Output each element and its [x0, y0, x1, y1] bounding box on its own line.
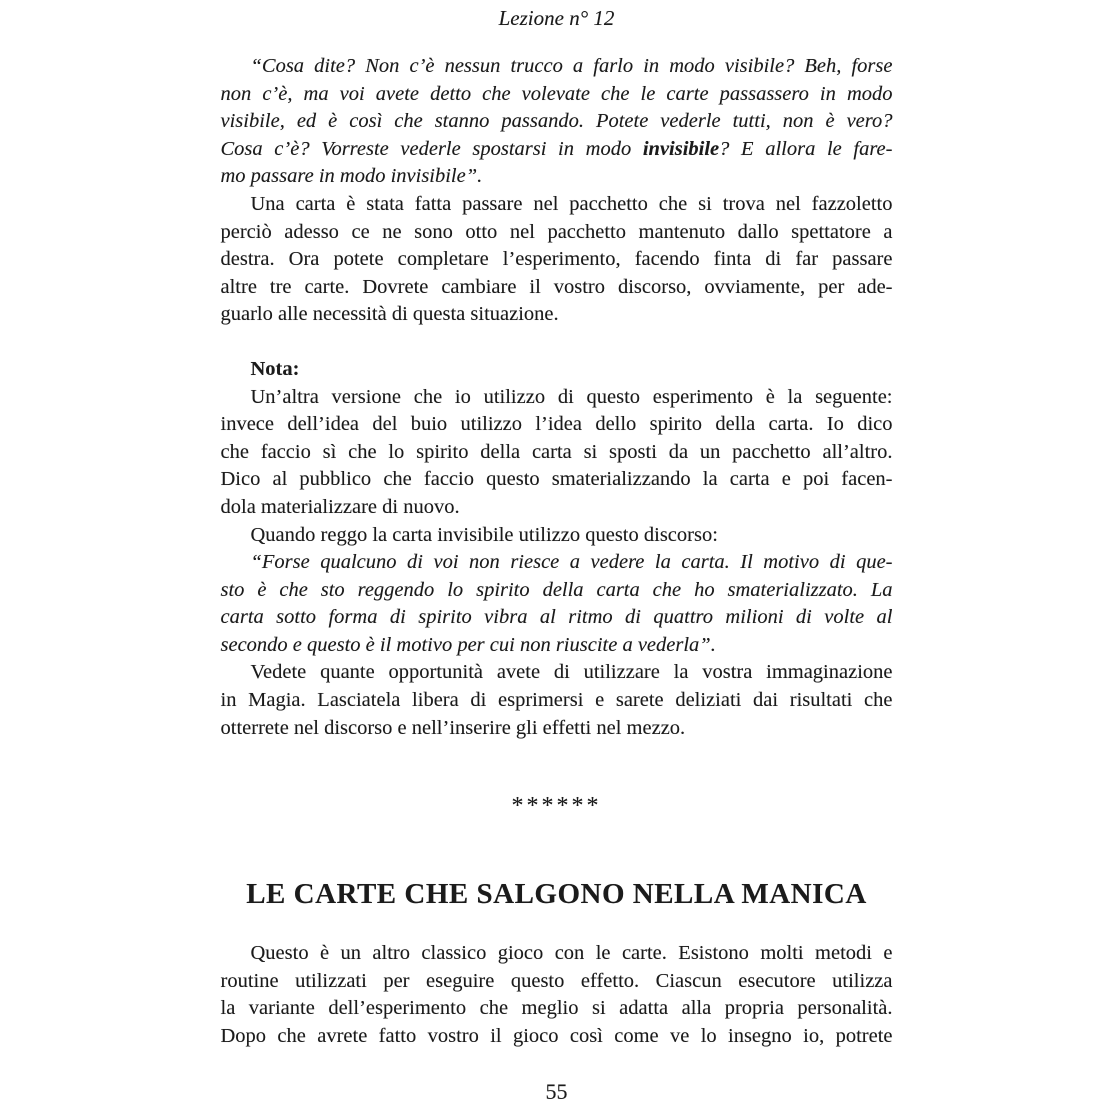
text-line: sto è che sto reggendo lo spirito della carta che ho smaterializzato. La: [220, 578, 893, 601]
text-line: “Cosa dite? Non c’è nessun trucco a farlo in modo visibile? Beh, forse: [250, 55, 893, 77]
text-line: secondo e questo è il motivo per cui non riuscite a vederla”.: [220, 633, 716, 656]
text-line: [221, 136, 893, 164]
text-line: la variante dell’esperimento che meglio si adatta alla propria personalità.: [220, 997, 893, 1020]
quoted-speech-paragraph-1: [221, 53, 893, 191]
text-line: destra. Ora potete completare l’esperimento, facendo finta di far passare: [220, 248, 893, 271]
bold-word: invisibile: [642, 137, 720, 160]
text-line: carta sotto forma di spirito vibra al ritmo di quattro milioni di volte al: [220, 606, 893, 629]
text-line: invece dell’idea del buio utilizzo l’idea dello spirito della carta. Io dico: [220, 413, 893, 436]
text-line: perciò adesso ce ne sono otto nel pacchetto mantenuto dallo spettatore a: [220, 220, 893, 243]
text-line: otterrete nel discorso e nell’inserire gli effetti nel mezzo.: [220, 716, 686, 739]
body-paragraph-3: Quando reggo la carta invisibile utilizzo questo discorso:: [250, 523, 718, 546]
text-line: che faccio sì che lo spirito della carta si sposti da un pacchetto all’altro.: [220, 440, 893, 463]
text-line: guarlo alle necessità di questa situazione.: [220, 303, 559, 326]
text-line: altre tre carte. Dovrete cambiare il vostro discorso, ovviamente, per ade-: [220, 275, 893, 298]
section-title: LE CARTE CHE SALGONO NELLA MANICA: [246, 878, 867, 911]
text-line: Un’altra versione che io utilizzo di questo esperimento è la seguente:: [250, 385, 893, 408]
body-paragraph-2: [221, 384, 893, 522]
text-segment: Cosa c’è? Vorreste vederle spostarsi in modo: [220, 137, 643, 160]
body-paragraph-4: [221, 659, 893, 742]
body-paragraph-5: [221, 940, 893, 1050]
text-line: non c’è, ma voi avete detto che volevate che le carte passassero in modo: [220, 82, 893, 105]
text-line: Questo è un altro classico gioco con le carte. Esistono molti metodi e: [250, 942, 893, 965]
body-paragraph-1: [221, 191, 893, 329]
page-content: [221, 30, 893, 1051]
text-line: dola materializzare di nuovo.: [220, 495, 460, 518]
text-line: routine utilizzati per eseguire questo effetto. Ciascun esecutore utilizza: [220, 969, 893, 992]
quoted-speech-paragraph-2: [221, 549, 893, 659]
text-line: in Magia. Lasciatela libera di esprimersi e sarete deliziati dai risultati che: [220, 689, 893, 712]
text-line: Dopo che avrete fatto vostro il gioco così come ve lo insegno io, potrete: [220, 1025, 893, 1048]
text-line: Vedete quante opportunità avete di utilizzare la vostra immaginazione: [250, 661, 893, 684]
text-line: “Forse qualcuno di voi non riesce a vedere la carta. Il motivo di que-: [250, 551, 893, 574]
text-line: visibile, ed è così che stanno passando. Potete vederle tutti, non è vero?: [220, 110, 893, 133]
text-segment: ? E allora le fare-: [719, 137, 893, 160]
running-header: Lezione n° 12: [498, 6, 615, 30]
page-number: 55: [545, 1079, 568, 1104]
text-line: Dico al pubblico che faccio questo smaterializzando la carta e poi facen-: [220, 468, 893, 491]
text-line: mo passare in modo invisibile”.: [220, 165, 483, 188]
text-line: Una carta è stata fatta passare nel pacchetto che si trova nel fazzoletto: [250, 192, 893, 215]
asterisk-separator: ******: [511, 793, 602, 820]
nota-label: Nota:: [250, 357, 300, 380]
